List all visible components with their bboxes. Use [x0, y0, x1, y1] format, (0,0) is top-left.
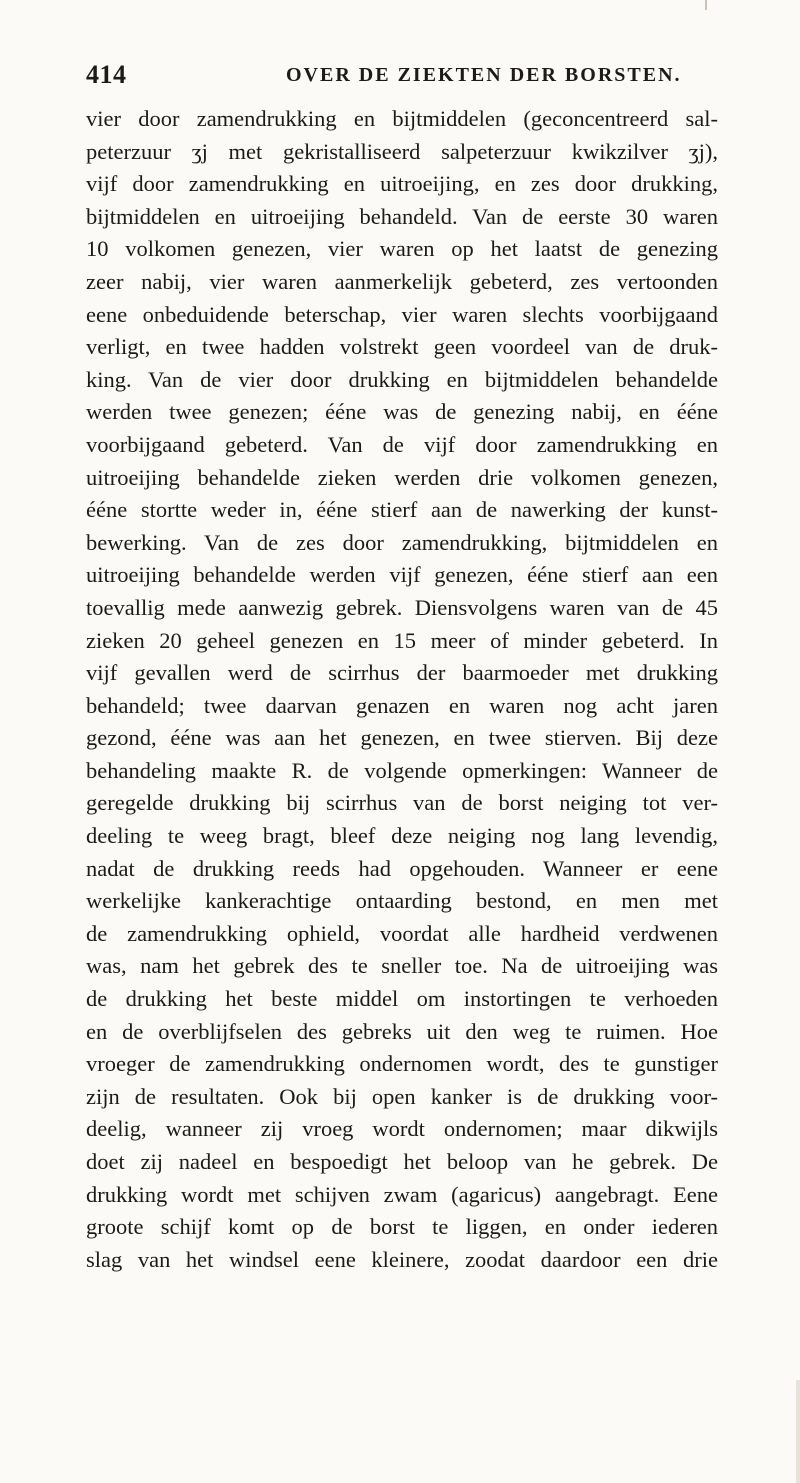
text-line: de zamendrukking ophield, voordat alle hardheid verdwenen	[86, 920, 718, 946]
text-line: en de overblijfselen des gebreks uit den weg te ruimen. Hoe	[86, 1018, 718, 1044]
text-line: zieken 20 geheel genezen en 15 meer of minder gebeterd. In	[86, 627, 718, 653]
text-line: vier door zamendrukking en bijtmiddelen (geconcentreerd sal-	[86, 106, 718, 131]
text-line: behandeling maakte R. de volgende opmerkingen: Wanneer de	[86, 757, 718, 783]
page-number: 414	[86, 60, 127, 89]
body-text	[86, 103, 718, 1276]
text-line: de drukking het beste middel om instortingen te verhoeden	[86, 986, 718, 1012]
text-line: toevallig mede aanwezig gebrek. Diensvolgens waren van de 45	[86, 594, 718, 620]
text-line: zeer nabij, vier waren aanmerkelijk gebeterd, zes vertoonden	[86, 268, 718, 294]
text-line: vijf gevallen werd de scirrhus der baarmoeder met drukking	[86, 660, 718, 686]
text-line: bijtmiddelen en uitroeijing behandeld. Van de eerste 30 waren	[86, 203, 718, 229]
text-line: bewerking. Van de zes door zamendrukking, bijtmiddelen en	[86, 529, 718, 555]
page-edge-shadow	[796, 1380, 800, 1483]
text-line: peterzuur ʒj met gekristalliseerd salpeterzuur kwikzilver ʒj),	[86, 138, 718, 164]
text-line: uitroeijing behandelde zieken werden drie volkomen genezen,	[86, 464, 718, 490]
running-head: OVER DE ZIEKTEN DER BORSTEN.	[286, 64, 682, 86]
text-line: verligt, en twee hadden volstrekt geen voordeel van de druk-	[86, 334, 718, 360]
text-line: drukking wordt met schijven zwam (agaricus) aangebragt. Eene	[86, 1181, 718, 1207]
page-header	[86, 60, 718, 92]
text-line: eene onbeduidende beterschap, vier waren slechts voorbijgaand	[86, 301, 718, 327]
text-line: groote schijf komt op de borst te liggen, en onder iederen	[86, 1214, 718, 1240]
top-edge-mark	[705, 0, 707, 10]
text-line: vijf door zamendrukking en uitroeijing, en zes door drukking,	[86, 171, 718, 197]
text-line: uitroeijing behandelde werden vijf genezen, ééne stierf aan een	[86, 562, 718, 588]
text-line: zijn de resultaten. Ook bij open kanker is de drukking voor-	[86, 1083, 718, 1109]
text-line: king. Van de vier door drukking en bijtmiddelen behandelde	[86, 366, 718, 392]
text-line: doet zij nadeel en bespoedigt het beloop van he gebrek. De	[86, 1149, 718, 1174]
text-line: deelig, wanneer zij vroeg wordt ondernomen; maar dikwijls	[86, 1116, 718, 1142]
text-line: geregelde drukking bij scirrhus van de borst neiging tot ver-	[86, 790, 718, 816]
text-line: gezond, ééne was aan het genezen, en twee stierven. Bij deze	[86, 725, 718, 751]
text-line: behandeld; twee daarvan genazen en waren nog acht jaren	[86, 692, 718, 718]
text-line: slag van het windsel eene kleinere, zoodat daardoor een drie	[86, 1246, 718, 1272]
text-line: werkelijke kankerachtige ontaarding bestond, en men met	[86, 888, 718, 914]
text-line: was, nam het gebrek des te sneller toe. Na de uitroeijing was	[86, 953, 718, 979]
text-line: ééne stortte weder in, ééne stierf aan de nawerking der kunst-	[86, 497, 718, 523]
text-line: 10 volkomen genezen, vier waren op het laatst de genezing	[86, 236, 718, 262]
text-line: voorbijgaand gebeterd. Van de vijf door zamendrukking en	[86, 431, 718, 457]
text-line: vroeger de zamendrukking ondernomen wordt, des te gunstiger	[86, 1051, 718, 1077]
text-line: werden twee genezen; ééne was de genezing nabij, en ééne	[86, 399, 718, 425]
text-line: deeling te weeg bragt, bleef deze neiging nog lang levendig,	[86, 823, 718, 849]
text-line: nadat de drukking reeds had opgehouden. Wanneer er eene	[86, 855, 718, 881]
